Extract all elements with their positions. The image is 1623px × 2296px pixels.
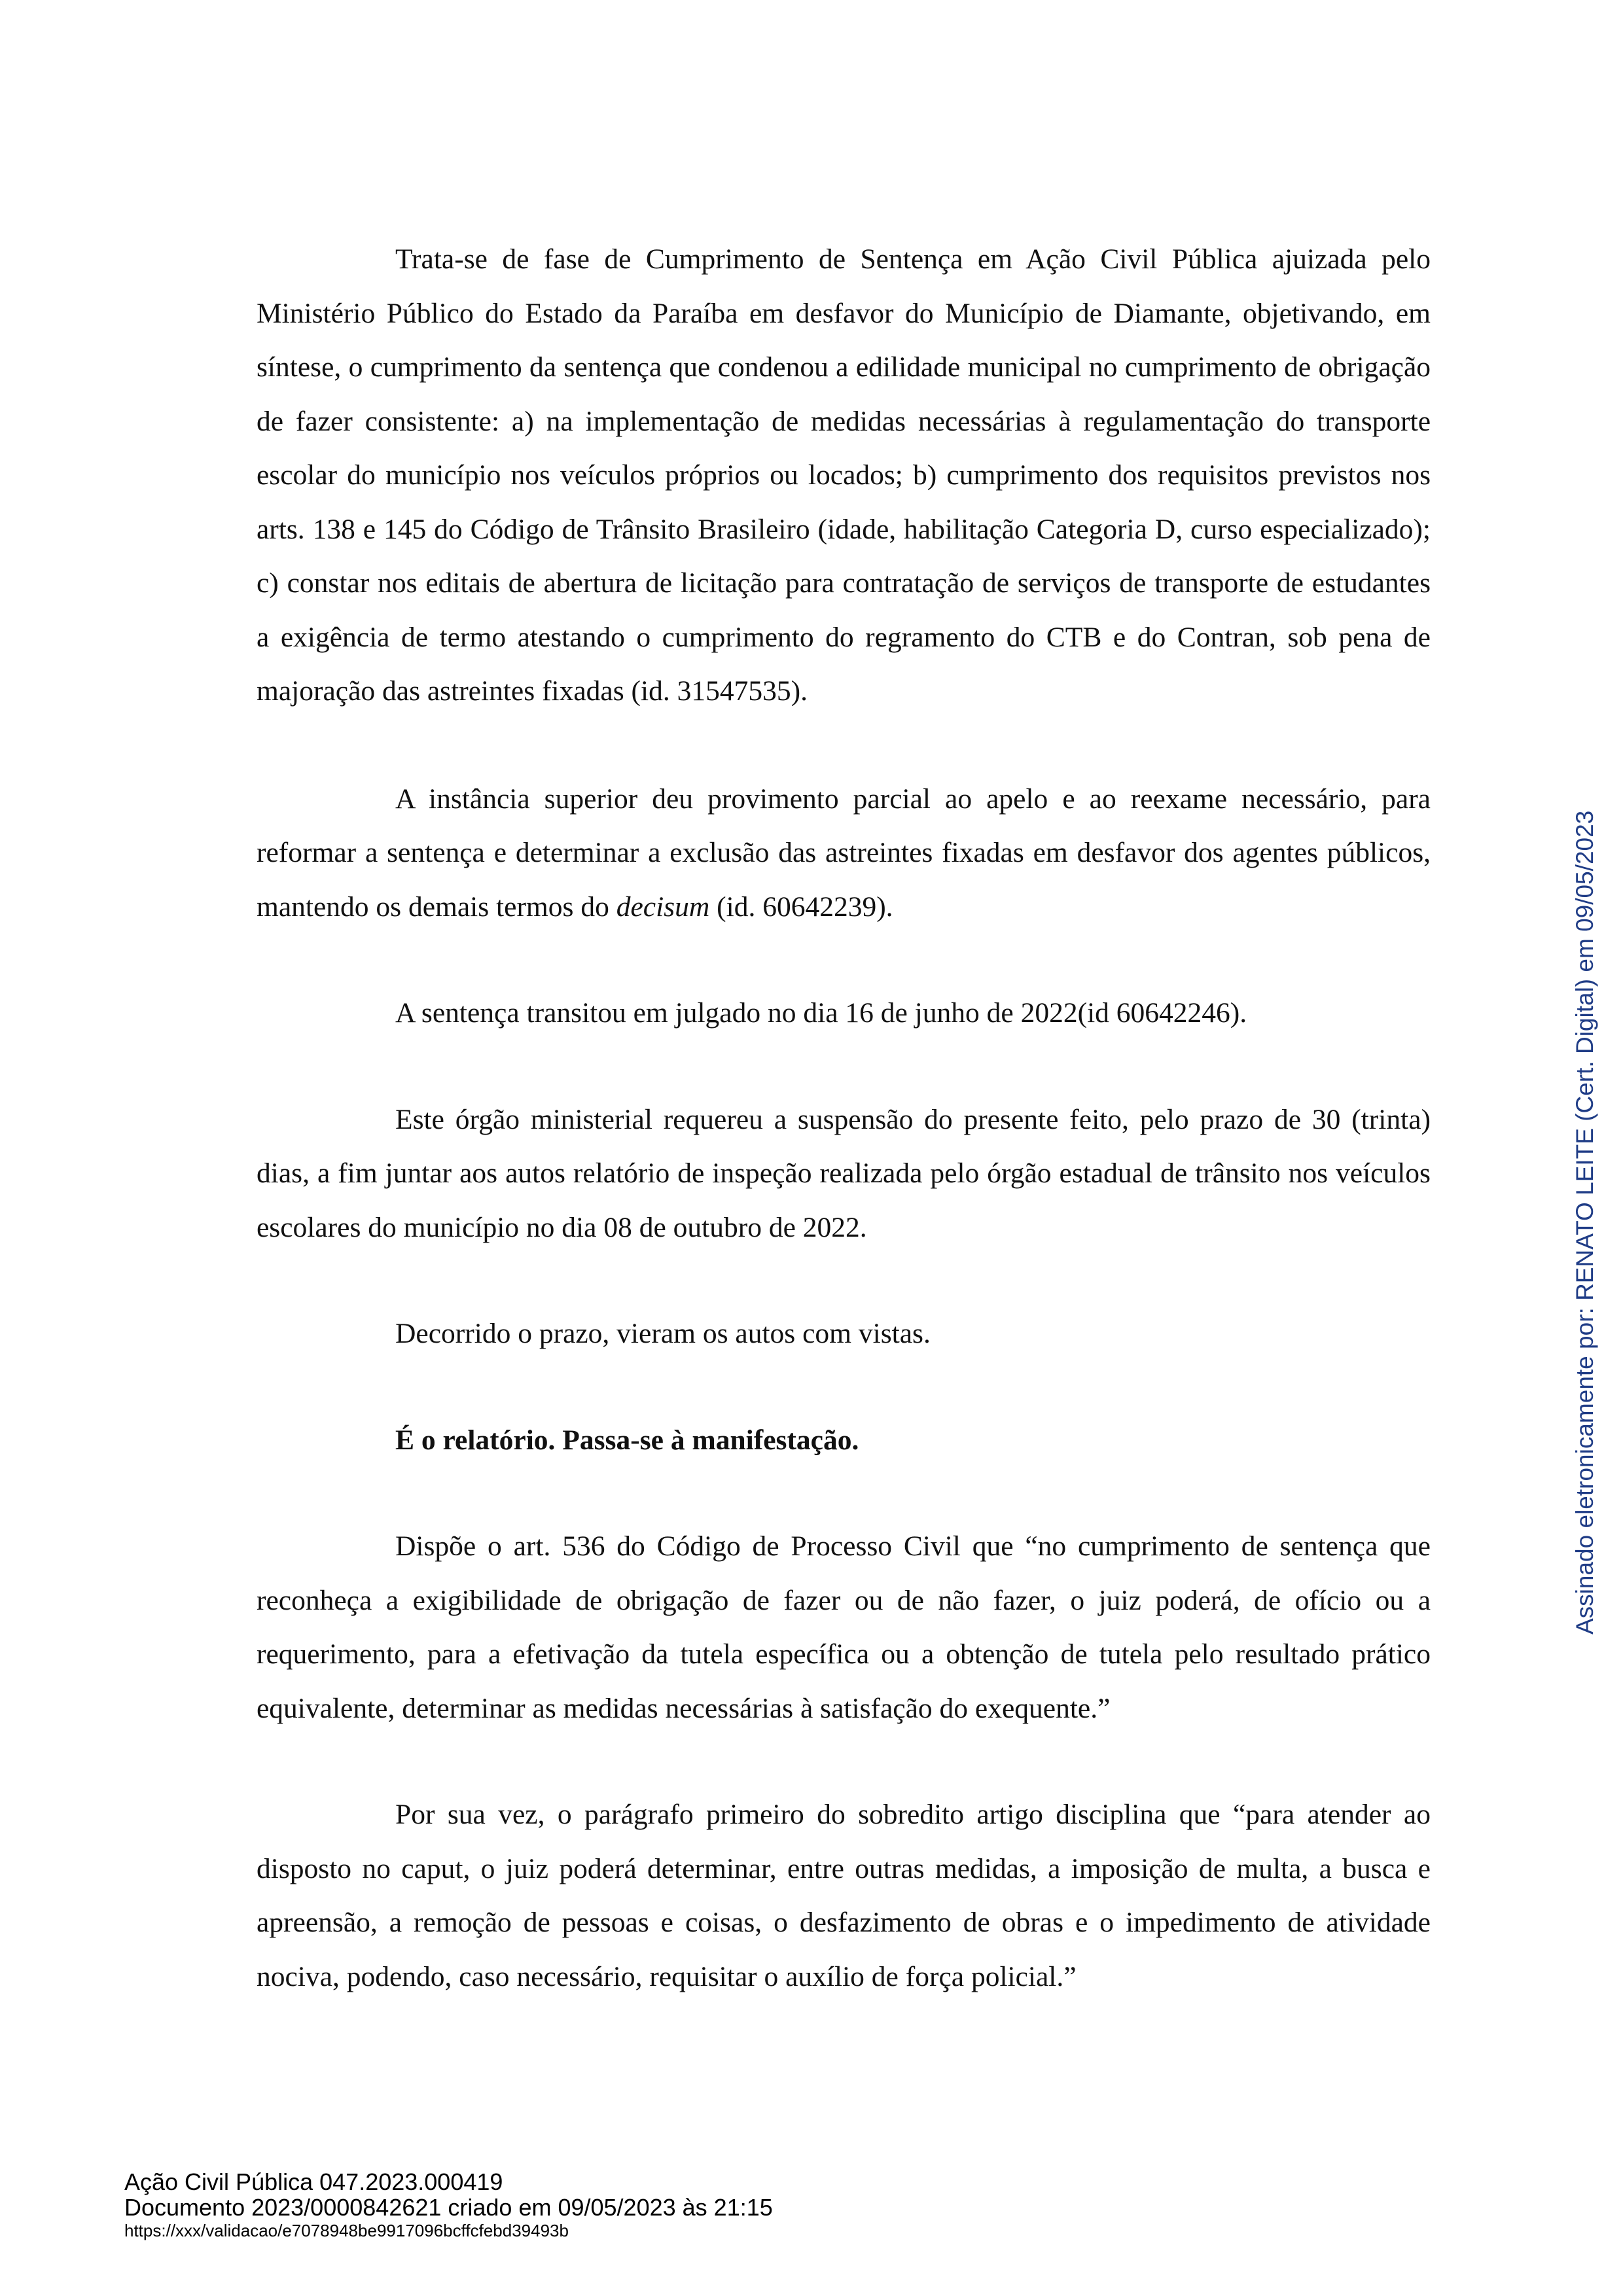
footer-document-info: Documento 2023/0000842621 criado em 09/05/2023 às 21:15 xyxy=(124,2194,773,2221)
document-body xyxy=(257,232,1431,2004)
paragraph-final-judgment: A sentença transitou em julgado no dia 16 de junho de 2022(id 60642246). xyxy=(395,997,1247,1029)
paragraph-deadline-elapsed: Decorrido o prazo, vieram os autos com vistas. xyxy=(395,1318,931,1349)
paragraph-appeal-decision xyxy=(257,772,1431,934)
paragraph-art-536: Dispõe o art. 536 do Código de Processo Civil que “no cumprimento de sentença que reconheça a exigibilidade de obrigação de fazer ou de não fazer, o juiz poderá, de ofício ou a requerimento, para a efetivação da tutela específica ou a obtenção de tutela pelo resultado prático equivalente, determinar as medidas necessárias à satisfação do exequente.” xyxy=(257,1530,1431,1724)
signature-text: Assinado eletronicamente por: RENATO LEITE (Cert. Digital) em 09/05/2023 xyxy=(1571,810,1598,1634)
footer-case-number: Ação Civil Pública 047.2023.000419 xyxy=(124,2168,503,2195)
footer-validation-url: https://xxx/validacao/e7078948be9917096bcffcfebd39493b xyxy=(124,2221,569,2240)
section-heading: É o relatório. Passa-se à manifestação. xyxy=(395,1424,859,1456)
paragraph-suspension-request: Este órgão ministerial requereu a suspensão do presente feito, pelo prazo de 30 (trinta) dias, a fim juntar aos autos relatório de inspeção realizada pelo órgão estadual de trânsito nos veículos escolares do município no dia 08 de outubro de 2022. xyxy=(257,1103,1431,1243)
document-footer xyxy=(124,2169,773,2241)
paragraph-first-paragraph: Por sua vez, o parágrafo primeiro do sobredito artigo disciplina que “para atender ao disposto no caput, o juiz poderá determinar, entre outras medidas, a imposição de multa, a busca e apreensão, a remoção de pessoas e coisas, o desfazimento de obras e o impedimento de atividade nociva, podendo, caso necessário, requisitar o auxílio de força policial.” xyxy=(257,1799,1431,1992)
paragraph-case-summary: Trata-se de fase de Cumprimento de Sentença em Ação Civil Pública ajuizada pelo Ministério Público do Estado da Paraíba em desfavor do Município de Diamante, objetivando, em síntese, o cumprimento da sentença que condenou a edilidade municipal no cumprimento de obrigação de fazer consistente: a) na implementação de medidas necessárias à regulamentação do transporte escolar do município nos veículos próprios ou locados; b) cumprimento dos requisitos previstos nos arts. 138 e 145 do Código de Trânsito Brasileiro (idade, habilitação Categoria D, curso especializado); c) constar nos editais de abertura de licitação para contratação de serviços de transporte de estudantes a exigência de termo atestando o cumprimento do regramento do CTB e do Contran, sob pena de majoração das astreintes fixadas (id. 31547535). xyxy=(257,243,1431,707)
appeal-text-start: A instância superior deu provimento parcial ao apelo e ao reexame necessário, para reformar a sentença e determinar a exclusão das astreintes fixadas em desfavor dos agentes públicos, mantendo os demais termos do xyxy=(257,783,1431,923)
electronic-signature xyxy=(1572,790,1598,1634)
appeal-text-end: (id. 60642239). xyxy=(709,891,893,923)
decisum-italic: decisum xyxy=(616,891,710,923)
